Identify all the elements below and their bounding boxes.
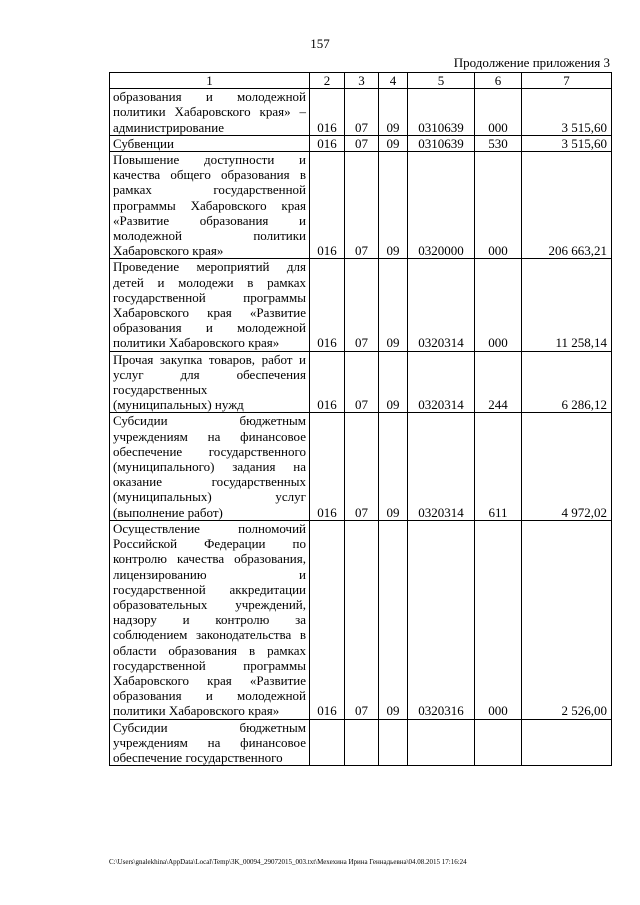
column-header: 1 (110, 73, 310, 89)
column-header: 2 (310, 73, 345, 89)
budget-table (109, 72, 612, 766)
cell-c2: 016 (310, 259, 345, 351)
cell-c3: 07 (345, 520, 379, 719)
row-name: Субсидии бюджетным учреждениям на финансовое обеспечение государственного (110, 719, 310, 766)
cell-c2: 016 (310, 520, 345, 719)
column-header: 3 (345, 73, 379, 89)
table-row (110, 520, 612, 719)
cell-c5: 0310639 (408, 89, 475, 136)
cell-amount: 206 663,21 (522, 152, 612, 259)
cell-c4: 09 (379, 351, 408, 413)
cell-c4 (379, 719, 408, 766)
cell-amount: 11 258,14 (522, 259, 612, 351)
page-number: 157 (310, 36, 330, 51)
cell-amount: 6 286,12 (522, 351, 612, 413)
cell-c6: 611 (475, 413, 522, 520)
table-row (110, 89, 612, 136)
column-header: 6 (475, 73, 522, 89)
cell-c5: 0320316 (408, 520, 475, 719)
header-row (110, 73, 612, 89)
column-header: 7 (522, 73, 612, 89)
cell-c3: 07 (345, 152, 379, 259)
cell-c4: 09 (379, 89, 408, 136)
cell-c6: 000 (475, 259, 522, 351)
cell-c2: 016 (310, 413, 345, 520)
cell-c3: 07 (345, 259, 379, 351)
file-path-footer: C:\Users\gnalekhina\AppData\Local\Temp\3K_00094_29072015_003.txt\Мехехина Ирина Геннадьевна\04.08.2015 17:16:24 (109, 858, 467, 866)
cell-c2 (310, 719, 345, 766)
cell-c4: 09 (379, 152, 408, 259)
cell-c6: 530 (475, 135, 522, 151)
column-header: 4 (379, 73, 408, 89)
table-row (110, 719, 612, 766)
table-row (110, 413, 612, 520)
row-name: образования и молодежной политики Хабаровского края» – администрирование (110, 89, 310, 136)
cell-amount: 3 515,60 (522, 89, 612, 136)
cell-c2: 016 (310, 89, 345, 136)
cell-c5: 0310639 (408, 135, 475, 151)
table-row (110, 152, 612, 259)
cell-c5 (408, 719, 475, 766)
cell-c4: 09 (379, 259, 408, 351)
continuation-note: Продолжение приложения 3 (453, 55, 610, 70)
cell-c2: 016 (310, 351, 345, 413)
cell-c4: 09 (379, 135, 408, 151)
row-name: Повышение доступности и качества общего образования в рамках государственной программы Хабаровского края «Развитие образования и молодежной политики Хабаровского края» (110, 152, 310, 259)
row-name: Субвенции (110, 135, 310, 151)
cell-c6: 244 (475, 351, 522, 413)
table-row (110, 259, 612, 351)
cell-c3: 07 (345, 135, 379, 151)
cell-amount: 3 515,60 (522, 135, 612, 151)
cell-c5: 0320000 (408, 152, 475, 259)
cell-c2: 016 (310, 135, 345, 151)
cell-amount: 4 972,02 (522, 413, 612, 520)
row-name: Осуществление полномочий Российской Федерации по контролю качества образования, лицензированию и государственной аккредитации образовательных учреждений, надзору и контролю за соблюдением законодательства в области образования в рамках государственной программы Хабаровского края «Развитие образования и молодежной политики Хабаровского края» (110, 520, 310, 719)
cell-c3 (345, 719, 379, 766)
cell-c5: 0320314 (408, 413, 475, 520)
cell-amount (522, 719, 612, 766)
row-name: Субсидии бюджетным учреждениям на финансовое обеспечение государственного (муниципального) задания на оказание государственных (муниципальных) услуг (выполнение работ) (110, 413, 310, 520)
cell-amount: 2 526,00 (522, 520, 612, 719)
cell-c5: 0320314 (408, 259, 475, 351)
table-row (110, 351, 612, 413)
column-header: 5 (408, 73, 475, 89)
cell-c6: 000 (475, 89, 522, 136)
cell-c2: 016 (310, 152, 345, 259)
cell-c4: 09 (379, 413, 408, 520)
cell-c6: 000 (475, 520, 522, 719)
cell-c6: 000 (475, 152, 522, 259)
row-name: Прочая закупка товаров, работ и услуг для обеспечения государственных (муниципальных) нужд (110, 351, 310, 413)
cell-c3: 07 (345, 413, 379, 520)
cell-c3: 07 (345, 351, 379, 413)
cell-c4: 09 (379, 520, 408, 719)
table-row (110, 135, 612, 151)
cell-c3: 07 (345, 89, 379, 136)
row-name: Проведение мероприятий для детей и молодежи в рамках государственной программы Хабаровского края «Развитие образования и молодежной политики Хабаровского края» (110, 259, 310, 351)
cell-c6 (475, 719, 522, 766)
cell-c5: 0320314 (408, 351, 475, 413)
